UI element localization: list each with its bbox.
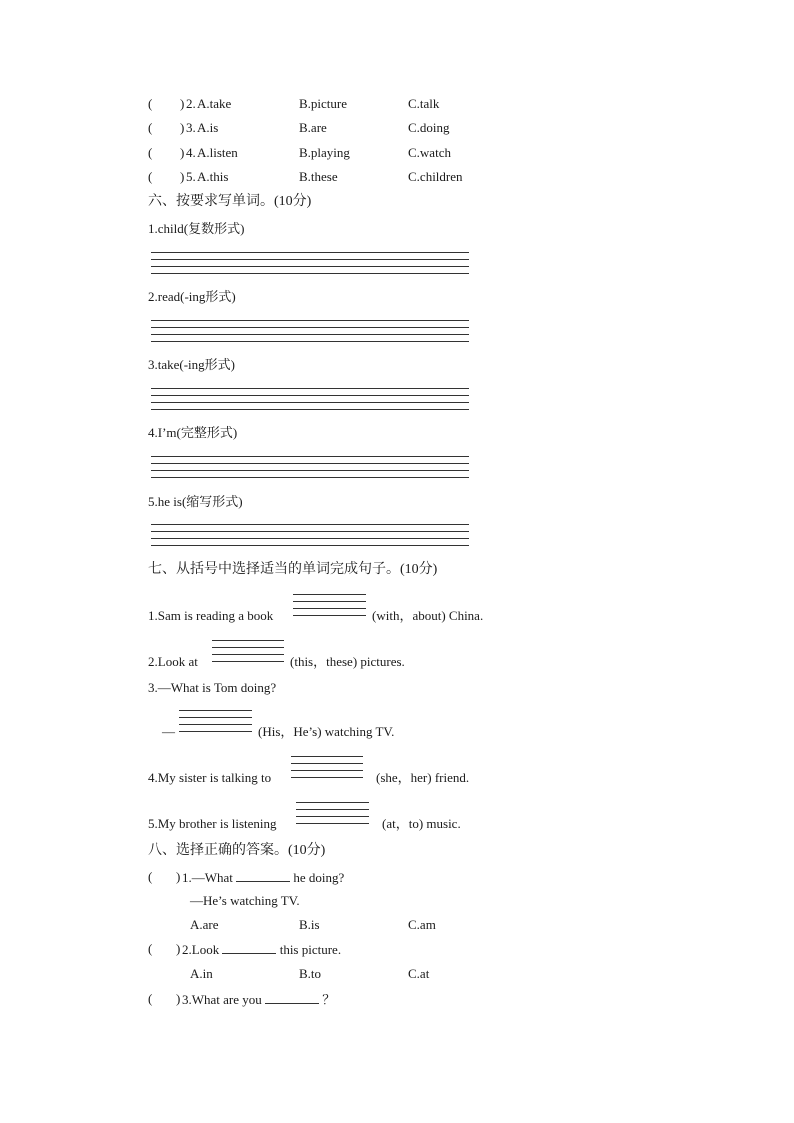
option-a: A.this xyxy=(197,169,229,184)
word-task-2: 2.read(-ing形式) xyxy=(148,289,236,304)
answer-lines-3[interactable] xyxy=(179,710,252,734)
word-task-5: 5.he is(缩写形式) xyxy=(148,494,243,509)
section-8-title: 八、选择正确的答案。(10分) xyxy=(148,843,326,858)
sentence-2-end: (this，these) pictures. xyxy=(290,654,405,669)
question-2-end: this picture. xyxy=(279,942,342,957)
answer-lines-1[interactable] xyxy=(293,594,366,618)
option-b: B.to xyxy=(299,966,322,981)
writing-lines-1[interactable] xyxy=(151,252,469,276)
writing-lines-3[interactable] xyxy=(151,388,469,412)
sentence-3-dash: — xyxy=(162,724,175,739)
option-b: B.picture xyxy=(299,96,348,111)
question-number: 3. xyxy=(186,120,196,135)
option-c: C.talk xyxy=(408,96,440,111)
question-number: 4. xyxy=(186,145,196,160)
option-a: A.is xyxy=(197,120,219,135)
writing-lines-2[interactable] xyxy=(151,320,469,344)
answer-paren-close: ) xyxy=(176,991,181,1006)
option-a: A.take xyxy=(197,96,232,111)
sentence-4-end: (she，her) friend. xyxy=(376,770,470,785)
question-3 xyxy=(182,991,335,1008)
option-b: B.are xyxy=(299,120,327,135)
option-b: B.playing xyxy=(299,145,350,160)
sentence-1-start: 1.Sam is reading a book xyxy=(148,608,274,623)
answer-lines-2[interactable] xyxy=(212,640,284,664)
sentence-5-end: (at，to) music. xyxy=(382,816,461,831)
option-b: B.these xyxy=(299,169,338,184)
answer-lines-5[interactable] xyxy=(296,802,369,826)
question-number: 5. xyxy=(186,169,196,184)
answer-paren-close: ) xyxy=(180,169,185,184)
answer-paren-close: ) xyxy=(180,120,185,135)
question-number: 2. xyxy=(186,96,196,111)
word-task-3: 3.take(-ing形式) xyxy=(148,357,236,372)
option-a: A.in xyxy=(190,966,213,981)
option-c: C.at xyxy=(408,966,430,981)
option-c: C.children xyxy=(408,169,463,184)
blank[interactable] xyxy=(236,869,290,882)
sentence-3-end: (His，He’s) watching TV. xyxy=(258,724,395,739)
writing-lines-5[interactable] xyxy=(151,524,469,548)
blank[interactable] xyxy=(222,941,276,954)
answer-paren-open: ( xyxy=(148,869,153,884)
question-1-reply: —He’s watching TV. xyxy=(190,893,300,908)
question-2 xyxy=(182,941,341,958)
sentence-5-start: 5.My brother is listening xyxy=(148,816,277,831)
blank[interactable] xyxy=(265,991,319,1004)
answer-paren-open: ( xyxy=(148,96,153,111)
option-a: A.are xyxy=(190,917,219,932)
section-7-title: 七、从括号中选择适当的单词完成句子。(10分) xyxy=(148,562,438,577)
sentence-1-end: (with，about) China. xyxy=(372,608,484,623)
answer-paren-open: ( xyxy=(148,991,153,1006)
question-2-start: 2.Look xyxy=(182,942,220,957)
answer-paren-open: ( xyxy=(148,120,153,135)
answer-paren-close: ) xyxy=(176,941,181,956)
sentence-2-start: 2.Look at xyxy=(148,654,198,669)
option-c: C.doing xyxy=(408,120,450,135)
answer-paren-open: ( xyxy=(148,145,153,160)
question-1 xyxy=(182,869,344,886)
question-3-end: ？ xyxy=(322,992,336,1007)
word-task-1: 1.child(复数形式) xyxy=(148,221,245,236)
section-6-title: 六、按要求写单词。(10分) xyxy=(148,194,312,209)
answer-paren-close: ) xyxy=(180,96,185,111)
question-1-end: he doing? xyxy=(293,870,345,885)
sentence-3-question: 3.—What is Tom doing? xyxy=(148,680,277,695)
writing-lines-4[interactable] xyxy=(151,456,469,480)
sentence-4-start: 4.My sister is talking to xyxy=(148,770,272,785)
answer-paren-close: ) xyxy=(180,145,185,160)
answer-lines-4[interactable] xyxy=(291,756,363,780)
option-c: C.am xyxy=(408,917,436,932)
answer-paren-close: ) xyxy=(176,869,181,884)
question-1-start: 1.—What xyxy=(182,870,233,885)
answer-paren-open: ( xyxy=(148,941,153,956)
option-a: A.listen xyxy=(197,145,238,160)
question-3-start: 3.What are you xyxy=(182,992,262,1007)
option-c: C.watch xyxy=(408,145,451,160)
word-task-4: 4.I’m(完整形式) xyxy=(148,425,238,440)
answer-paren-open: ( xyxy=(148,169,153,184)
option-b: B.is xyxy=(299,917,320,932)
